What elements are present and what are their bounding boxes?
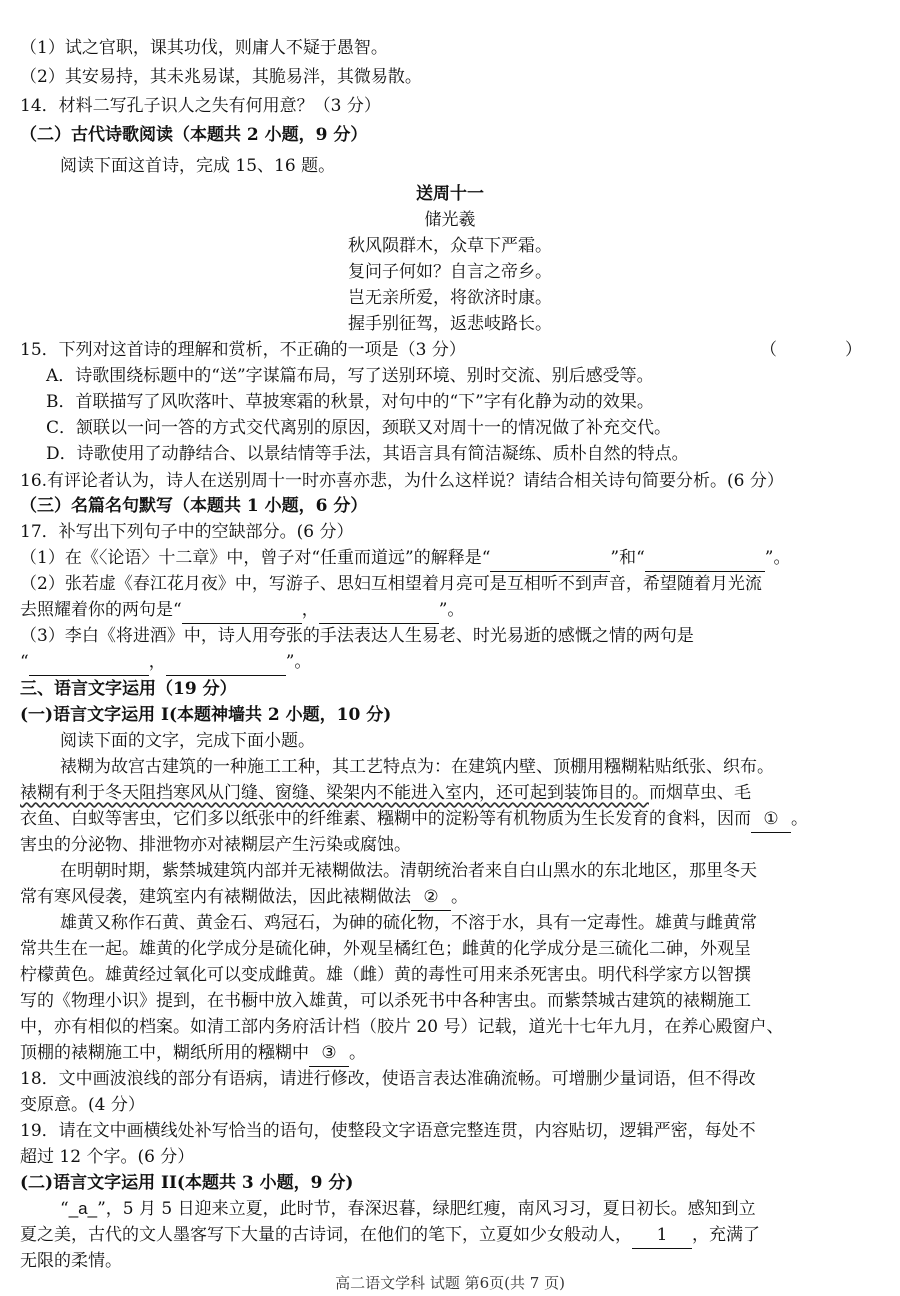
recite-item-1-end: ”。 (764, 548, 791, 568)
passage-3-line-1: 雄黄又称作石黄、黄金石、鸡冠石，为砷的硫化物，不溶于水，具有一定毒性。雄黄与雌黄常 (60, 913, 757, 933)
language-sub2-heading: (二)语言文字运用 II(本题共 3 小题，9 分) (20, 1173, 354, 1193)
question-14: 14．材料二写孔子识人之失有何用意？（3 分） (20, 96, 381, 116)
poem-line-3: 岂无亲所爱，将欲济时康。 (348, 288, 552, 308)
language-sub1-instruction: 阅读下面的文字，完成下面小题。 (60, 731, 315, 751)
period: 。 (349, 1043, 366, 1063)
recite-item-3-line-2 (20, 649, 882, 675)
passage-3-line-5: 中，亦有相似的档案。如清工部内务府活计档（胶片 20 号）记载，道光十七年九月，在养心殿窗户、 (20, 1017, 784, 1037)
option-b: B．首联描写了风吹落叶、草披寒霜的秋景，对句中的“下”字有化静为动的效果。 (46, 392, 654, 412)
open-quote: “ (60, 1199, 69, 1219)
recite-item-2-line-2 (20, 597, 882, 623)
passage-3-line-6 (20, 1040, 882, 1066)
recite-item-1-text: （1）在《〈论语〉十二章》中，曾子对“任重而道远”的解释是“ (20, 548, 491, 568)
poem-title: 送周十一 (416, 184, 484, 204)
language-section-heading: 三、语言文字运用（19 分） (20, 679, 237, 699)
recite-item-3-line-1: （3）李白《将进酒》中，诗人用夸张的手法表达人生易老、时光易逝的感慨之情的两句是 (20, 626, 694, 646)
recite-item-2-end: ”。 (438, 600, 465, 620)
poetry-instruction: 阅读下面这首诗，完成 15、16 题。 (60, 156, 336, 176)
blank-numbered-1: 1 (632, 1222, 692, 1249)
poem-line-1: 秋风陨群木，众草下严霜。 (348, 236, 552, 256)
passage-2-line-1: 在明朝时期，紫禁城建筑内部并无裱糊做法。清朝统治者来自白山黑水的东北地区，那里冬天 (60, 861, 757, 881)
answer-blank (182, 597, 302, 624)
recite-item-2-text: 去照耀着你的两句是“ (20, 600, 182, 620)
answer-blank (645, 545, 765, 572)
answer-blank (490, 545, 610, 572)
option-c: C．颔联以一问一答的方式交代离别的原因，颈联又对周十一的情况做了补充交代。 (46, 418, 672, 438)
passage-4-line-2-text: 夏之美，古代的文人墨客写下大量的古诗词，在他们的笔下，立夏如少女般动人， (20, 1225, 632, 1245)
passage-1-line-1: 裱糊为故宫古建筑的一种施工工种，其工艺特点为：在建筑内壁、顶棚用糨糊粘贴纸张、织布。 (60, 757, 774, 777)
material-sentence-1: （1）试之官职，课其功伐，则庸人不疑于愚智。 (20, 38, 388, 58)
passage-2-line-2 (20, 884, 882, 910)
passage-1-line-3 (20, 806, 882, 832)
passage-3-line-3: 柠檬黄色。雄黄经过氧化可以变成雌黄。雄（雌）黄的毒性可用来杀死害虫。明代科学家方以智撰 (20, 965, 751, 985)
answer-bracket: （ ） (760, 340, 862, 360)
option-d: D．诗歌使用了动静结合、以景结情等手法，其语言具有简洁凝练、质朴自然的特点。 (46, 444, 689, 464)
blank-1: ① (751, 806, 791, 833)
passage-4-line-2 (20, 1222, 882, 1248)
blank-a: _a_ (68, 1199, 98, 1218)
question-16: 16.有评论者认为，诗人在送别周十一时亦喜亦悲，为什么这样说？请结合相关诗句简要分析。(6 分） (20, 471, 784, 491)
question-15-text: 15．下列对这首诗的理解和赏析，不正确的一项是（3 分） (20, 340, 466, 360)
question-17: 17．补写出下列句子中的空缺部分。(6 分） (20, 522, 354, 542)
passage-1-line-3-text: 衣鱼、白蚁等害虫，它们多以纸张中的纤维素、糨糊中的淀粉等有机物质为生长发育的食料，因而 (20, 809, 751, 829)
passage-4-line-1 (60, 1196, 882, 1222)
recite-item-2-line-1: （2）张若虚《春江花月夜》中，写游子、思妇互相望着月亮可是互相听不到声音，希望随着月光流 (20, 574, 762, 594)
option-a: A．诗歌围绕标题中的“送”字谋篇布局，写了送别环境、别时交流、别后感受等。 (46, 366, 654, 386)
poem-line-2: 复问子何如？自言之帝乡。 (348, 262, 552, 282)
open-quote: “ (20, 652, 29, 672)
period: 。 (451, 887, 468, 907)
recite-item-3-end: ”。 (285, 652, 312, 672)
answer-blank (166, 649, 286, 676)
question-19-line-2: 超过 12 个字。(6 分） (20, 1147, 195, 1167)
question-18-line-1: 18．文中画波浪线的部分有语病，请进行修改，使语言表达准确流畅。可增删少量词语，但不得改 (20, 1069, 756, 1089)
poem-author: 储光羲 (424, 210, 476, 230)
period: 。 (791, 809, 808, 829)
blank-2: ② (411, 884, 451, 911)
recite-section-heading: （三）名篇名句默写（本题共 1 小题，6 分） (20, 496, 368, 516)
passage-3-line-2: 常共生在一起。雄黄的化学成分是硫化砷，外观呈橘红色；雌黄的化学成分是三硫化二砷，外观呈 (20, 939, 751, 959)
material-sentence-2: （2）其安易持，其未兆易谋，其脆易泮，其微易散。 (20, 67, 422, 87)
question-19-line-1: 19．请在文中画横线处补写恰当的语句，使整段文字语意完整连贯，内容贴切，逻辑严密，每处不 (20, 1121, 756, 1141)
comma: ， (148, 652, 166, 672)
answer-blank (319, 597, 439, 624)
passage-1-line-4: 害虫的分泌物、排泄物亦对裱糊层产生污染或腐蚀。 (20, 835, 411, 855)
passage-3-line-6-text: 顶棚的裱糊施工中，糊纸所用的糨糊中 (20, 1043, 309, 1063)
passage-4-line-3: 无限的柔情。 (20, 1251, 122, 1271)
passage-3-line-4: 写的《物理小识》提到，在书橱中放入雄黄，可以杀死书中各种害虫。而紫禁城古建筑的裱糊施工 (20, 991, 751, 1011)
passage-1-line-2-rest: 而烟草虫、毛 (649, 783, 751, 803)
poem-line-4: 握手别征驾，返悲岐路长。 (348, 314, 552, 334)
wavy-underlined-sentence: 裱糊有利于冬天阻挡寒风从门缝、窗缝、梁架内不能进入室内，还可起到装饰目的。 (20, 783, 649, 803)
answer-blank (29, 649, 149, 676)
question-15-stem (20, 337, 882, 363)
blank-3: ③ (309, 1040, 349, 1067)
passage-4-line-2-end: ，充满了 (692, 1225, 760, 1245)
passage-4-line-1-text: ”，5 月 5 日迎来立夏，此时节，春深迟暮，绿肥红瘦，南风习习，夏日初长。感知到立 (97, 1199, 756, 1219)
poetry-section-heading: （二）古代诗歌阅读（本题共 2 小题，9 分） (20, 125, 368, 145)
page-footer: 高二语文学科 试题 第6页(共 7 页) (335, 1274, 565, 1292)
language-sub1-heading: (一)语言文字运用 I(本题神墙共 2 小题，10 分) (20, 705, 392, 725)
comma: ， (301, 600, 319, 620)
passage-2-line-2-text: 常有寒风侵袭，建筑室内有裱糊做法，因此裱糊做法 (20, 887, 411, 907)
recite-item-1 (20, 545, 882, 571)
passage-1-line-2 (20, 780, 882, 806)
question-18-line-2: 变原意。(4 分） (20, 1095, 145, 1115)
recite-item-1-mid: ”和“ (610, 548, 645, 568)
